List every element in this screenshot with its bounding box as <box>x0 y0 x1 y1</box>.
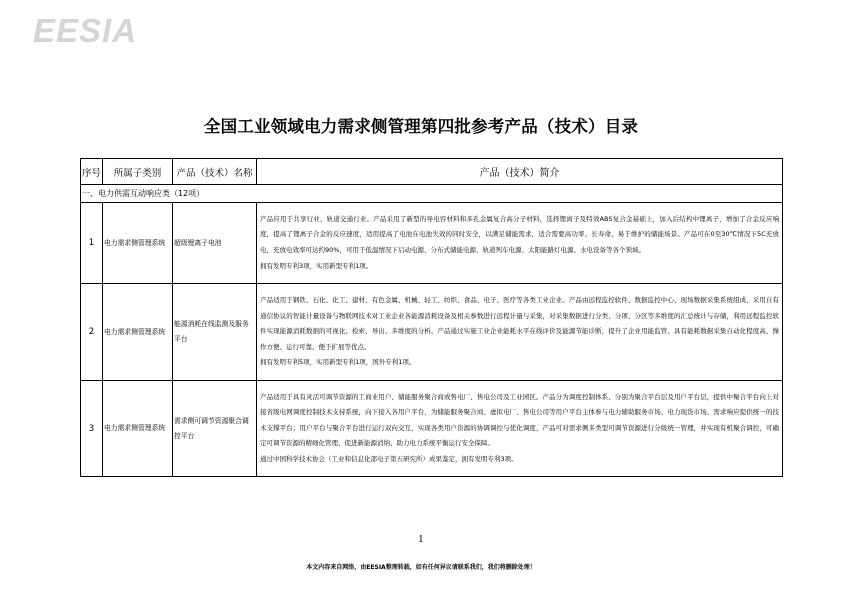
row-num: 3 <box>81 381 103 477</box>
table-row <box>81 284 783 381</box>
row-category: 电力需求侧管理系统 <box>103 284 173 381</box>
document-title: 全国工业领域电力需求侧管理第四批参考产品（技术）目录 <box>203 117 639 136</box>
patent-note: 拥有发明专利3项，实用新型专利1项。 <box>260 261 373 270</box>
description-paragraph: 产品适用于钢铁、石化、化工、建材、有色金属、机械、轻工、纺织、食品、电子、医疗等各类工业企业。产品由远程监控软件、数据监控中心、现场数据采集系统组成，采用自有通信协议的智能计量设备与物联网技术对工业企业各能源消耗设备及相关参数进行远程计量与采集，对采集数据进行分类、分项、分区等多维度的汇总统计与存储，利用远程监控软件实现能源消耗数据的可视化、检索、导出、多维度的分析。产品通过实施工业企业能耗水平在线评价及能源节能诊断，提升了企业用能监管、具有能耗数据采集自动化程度高、操作方便、运行可靠、便于扩展等优点。 <box>260 296 779 351</box>
row-num: 1 <box>81 203 103 284</box>
patent-note: 拥有发明专利5项，实用新型专利1项，国外专利1项。 <box>260 358 416 367</box>
row-product: 能源消耗在线监测及服务平台 <box>173 284 257 381</box>
row-description <box>257 203 783 284</box>
header-num: 序号 <box>81 159 103 185</box>
row-product: 需求侧可调节资源聚合调控平台 <box>173 381 257 477</box>
page-number: 1 <box>418 535 424 545</box>
table-header-row <box>81 159 783 185</box>
section-row <box>81 185 783 203</box>
table-row <box>81 203 783 284</box>
header-intro: 产品（技术）简介 <box>257 159 783 185</box>
eesia-logo: EESIA <box>33 12 138 49</box>
header-product: 产品（技术）名称 <box>173 159 257 185</box>
row-description <box>257 284 783 381</box>
section-title: 一、电力供需互动响应类（12项） <box>81 185 783 203</box>
header-category: 所属子类别 <box>103 159 173 185</box>
description-paragraph: 产品适用于具有灵活可调节资源的工商业用户、储能服务聚合商或售电厂、售电公司及工业园区。产品分为调度控制体系、分别为聚合平台层及用户平台层，提供中聚合平台向上对接省级电网调度控制技术支持系统，向下接入各用户平台，为储能服务聚合商、虚拟电厂、售电公司等用户平台主体参与电力辅助服务市场、电力现货市场、需求响应提供统一的技术支撑平台；用户平台与聚合平台进行运行双向交互，实现各类用户资源的协调调控与优化调度，产品可对需求侧多类型可调节资源进行分级统一管理，并实现有机聚合调控，可确定可调节资源的精细化管理、促进新能源消纳、助力电力系统平衡运行安全保障。 <box>260 392 779 448</box>
row-category: 电力需求侧管理系统 <box>103 381 173 477</box>
row-description <box>257 381 783 477</box>
catalog-table <box>80 158 783 477</box>
row-num: 2 <box>81 284 103 381</box>
row-product: 超级锂离子电池 <box>173 203 257 284</box>
footer-disclaimer: 本文内容来自网络，由EESIA整理转载，如有任何异议请联系我们，我们将删除处理！ <box>306 564 536 571</box>
patent-note: 通过中国科学技术协会（工业和信息化部电子第五研究所）成果鉴定，拥有发明专利3项。 <box>260 454 518 463</box>
row-category: 电力需求侧管理系统 <box>103 203 173 284</box>
table-row <box>81 381 783 477</box>
description-paragraph: 产品应用于共享行业、轨道交通行业。产品采用了新型的导电容材料和多孔金属复合高分子材料，选择锂离子及特效ABS复合金基础上，加入后结构中锂离子，增加了合金反应响度，提高了锂离子合金的反应速度，适用提高了电池在电池失效的同时安全，以满足储能需求，适合需要高功率、长寿命、易于维护的储能场景。产品可在0至30℃情况下5C充放电，充放电效率可达约90%，可用于低温情况下启动电源、分布式储能电源、轨道列车电源、太阳能路灯电源、水电设备等各个领域。 <box>260 214 779 254</box>
